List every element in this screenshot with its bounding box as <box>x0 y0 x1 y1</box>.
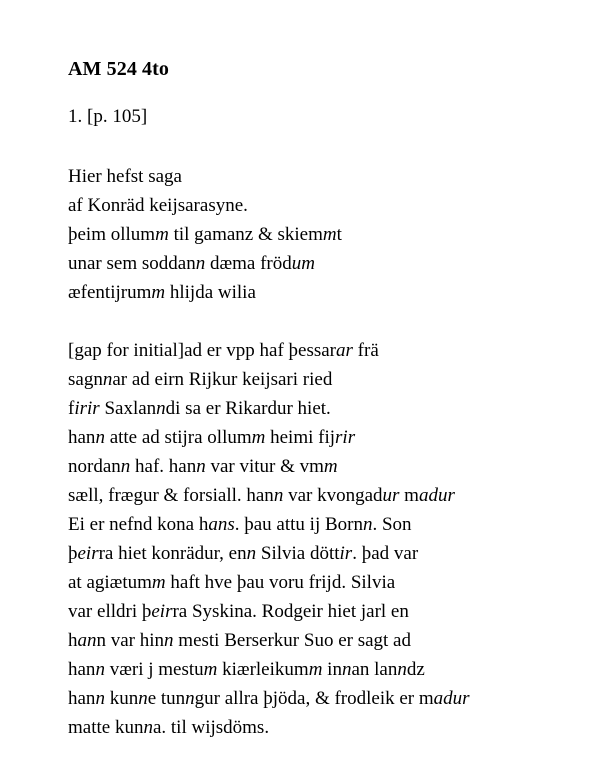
transcription-line: nordann haf. hann var vitur & vmm <box>68 456 338 477</box>
transcription-line: [gap for initial]ad er vpp haf þessarar frä <box>68 340 379 361</box>
transcription-line: sagnnar ad eirn Rijkur keijsari ried <box>68 369 333 390</box>
transcription-stanza <box>68 162 588 307</box>
page-title: AM 524 4to <box>68 58 169 81</box>
transcription-line: var elldri þeirra Syskina. Rodgeir hiet jarl en <box>68 601 409 622</box>
transcription-line: þeirra hiet konrädur, enn Silvia döttir. þad var <box>68 543 419 564</box>
transcription-line: hann var hinn mesti Berserkur Suo er sagt ad <box>68 630 411 651</box>
transcription-line: at agiætumm haft hve þau voru frijd. Silvia <box>68 572 396 593</box>
transcription-line: Hier hefst saga <box>68 166 182 187</box>
transcription-line: matte kunna. til wijsdöms. <box>68 717 270 738</box>
transcription-line: Ei er nefnd kona hans. þau attu ij Bornn. Son <box>68 514 412 535</box>
transcription-line: æfentijrumm hlijda wilia <box>68 282 256 303</box>
transcription-body <box>68 162 588 742</box>
section-reference: 1. [p. 105] <box>68 106 148 127</box>
transcription-line: þeim ollumm til gamanz & skiemmt <box>68 224 342 245</box>
transcription-stanza <box>68 336 588 742</box>
transcription-line: hann kunne tunngur allra þjöda, & frodleik er madur <box>68 688 470 709</box>
transcription-line: unar sem soddann dæma frödum <box>68 253 315 274</box>
transcription-line: hann atte ad stijra ollumm heimi fijrir <box>68 427 356 448</box>
transcription-line: sæll, frægur & forsiall. hann var kvongadur madur <box>68 485 455 506</box>
transcription-line: firir Saxlanndi sa er Rikardur hiet. <box>68 398 331 419</box>
transcription-line: hann væri j mestum kiærleikumm innan lanndz <box>68 659 425 680</box>
transcription-line: af Konräd keijsarasyne. <box>68 195 248 216</box>
